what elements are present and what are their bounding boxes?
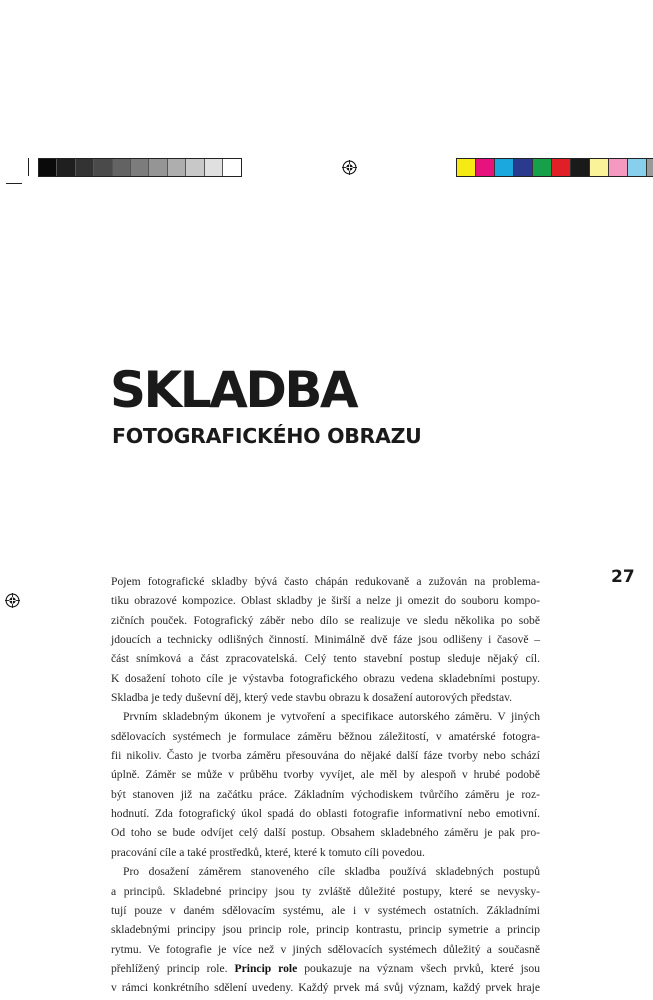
text-line: tiku obrazové kompozice. Oblast skladby je širší a nelze ji omezit do souboru kompo- bbox=[111, 594, 540, 608]
text-line: fii nikoliv. Často je tvorba záměru přesouvána do nějaké další fáze tvorby nebo schází bbox=[111, 749, 540, 763]
grayscale-calibration-bar bbox=[38, 158, 242, 177]
text-line: Pojem fotografické skladby bývá často chápán redukovaně a zužován na problema- bbox=[111, 575, 540, 588]
text-line: Prvním skladebným úkonem je vytvoření a specifikace autorského záměru. V jiných bbox=[123, 710, 540, 724]
calibration-swatch bbox=[628, 159, 647, 176]
registration-mark-left-icon bbox=[5, 593, 20, 608]
calibration-swatch bbox=[590, 159, 609, 176]
calibration-swatch bbox=[168, 159, 186, 176]
crop-mark-horizontal bbox=[6, 183, 22, 184]
text-line: být stanoven již na začátku práce. Základním východiskem tvůrčího záměru je roz- bbox=[111, 787, 540, 801]
text-fragment: přehlížený princip role. bbox=[111, 961, 228, 975]
text-line: Skladba je tedy duševní děj, který vede stavbu obrazu k dosažení autorových představ. bbox=[111, 691, 513, 705]
chapter-subtitle: FOTOGRAFICKÉHO OBRAZU bbox=[112, 424, 422, 448]
calibration-swatch bbox=[457, 159, 476, 176]
calibration-swatch bbox=[94, 159, 112, 176]
text-line: v rámci konkrétního sdělení uvedeny. Každý prvek má svůj význam, každý prvek hraje bbox=[111, 981, 540, 995]
text-line: hodnutí. Zda fotografický úkol spadá do oblasti fotografie informativní nebo emotivní. bbox=[111, 807, 540, 821]
color-calibration-bar bbox=[456, 158, 653, 177]
text-line: část snímková a část zpracovatelská. Celý tento stavební postup sleduje nějaký cíl. bbox=[111, 652, 540, 666]
calibration-swatch bbox=[186, 159, 204, 176]
text-line: Od toho se bude odvíjet celý další postup. Obsahem skladebného záměru je pak pro- bbox=[111, 826, 540, 840]
calibration-swatch bbox=[647, 159, 653, 176]
text-line: skladebnými principy jsou princip role, princip kontrastu, princip symetrie a princip bbox=[111, 923, 540, 937]
chapter-title: SKLADBA bbox=[110, 361, 357, 419]
calibration-swatch bbox=[223, 159, 241, 176]
calibration-swatch bbox=[131, 159, 149, 176]
calibration-swatch bbox=[205, 159, 223, 176]
text-line: Pro dosažení záměrem stanoveného cíle skladba používá skladebných postupů bbox=[123, 865, 540, 879]
text-line: pracování cíle a také prostředků, které, které k tomuto cíli povedou. bbox=[111, 845, 425, 859]
calibration-swatch bbox=[571, 159, 590, 176]
text-line: K dosažení tohoto cíle je výstavba fotografického obrazu vedena skladebními postupy. bbox=[111, 671, 540, 685]
crop-mark-vertical bbox=[28, 158, 29, 176]
text-line: tují pouze v daném sdělovacím systému, ale i v systémech ostatních. Základními bbox=[111, 903, 540, 917]
text-line: jdoucích a technicky odlišných činností. Minimálně dvě fáze jsou odlišeny i časově – bbox=[111, 633, 540, 647]
body-text bbox=[111, 572, 540, 998]
calibration-swatch bbox=[552, 159, 571, 176]
text-fragment: poukazuje na význam všech prvků, které jsou bbox=[297, 961, 541, 975]
text-line: rytmu. Ve fotografie je více než v jiných sdělovacích systémech důležitý a současně bbox=[111, 942, 540, 956]
page-number: 27 bbox=[611, 567, 635, 587]
calibration-swatch bbox=[39, 159, 57, 176]
text-line: zičních pouček. Fotografický záběr nebo dílo se realizuje ve sledu několika po sobě bbox=[111, 613, 540, 627]
calibration-swatch bbox=[57, 159, 75, 176]
calibration-swatch bbox=[514, 159, 533, 176]
text-line: a principů. Skladebné principy jsou ty zvláště důležité postupy, které se nevysky- bbox=[111, 884, 540, 898]
text-line: sdělovacích systémech je formulace záměru běžnou záležitostí, v amatérské fotogra- bbox=[111, 729, 540, 743]
calibration-swatch bbox=[533, 159, 552, 176]
calibration-swatch bbox=[476, 159, 495, 176]
text-line bbox=[111, 959, 540, 978]
calibration-swatch bbox=[113, 159, 131, 176]
calibration-swatch bbox=[495, 159, 514, 176]
calibration-swatch bbox=[76, 159, 94, 176]
registration-mark-top-icon bbox=[342, 160, 357, 175]
bold-term: Princip role bbox=[234, 961, 298, 975]
text-line: úplně. Záměr se může v průběhu tvorby vyvíjet, ale měl by alespoň v hrubé podobě bbox=[111, 768, 540, 782]
calibration-swatch bbox=[149, 159, 167, 176]
calibration-swatch bbox=[609, 159, 628, 176]
